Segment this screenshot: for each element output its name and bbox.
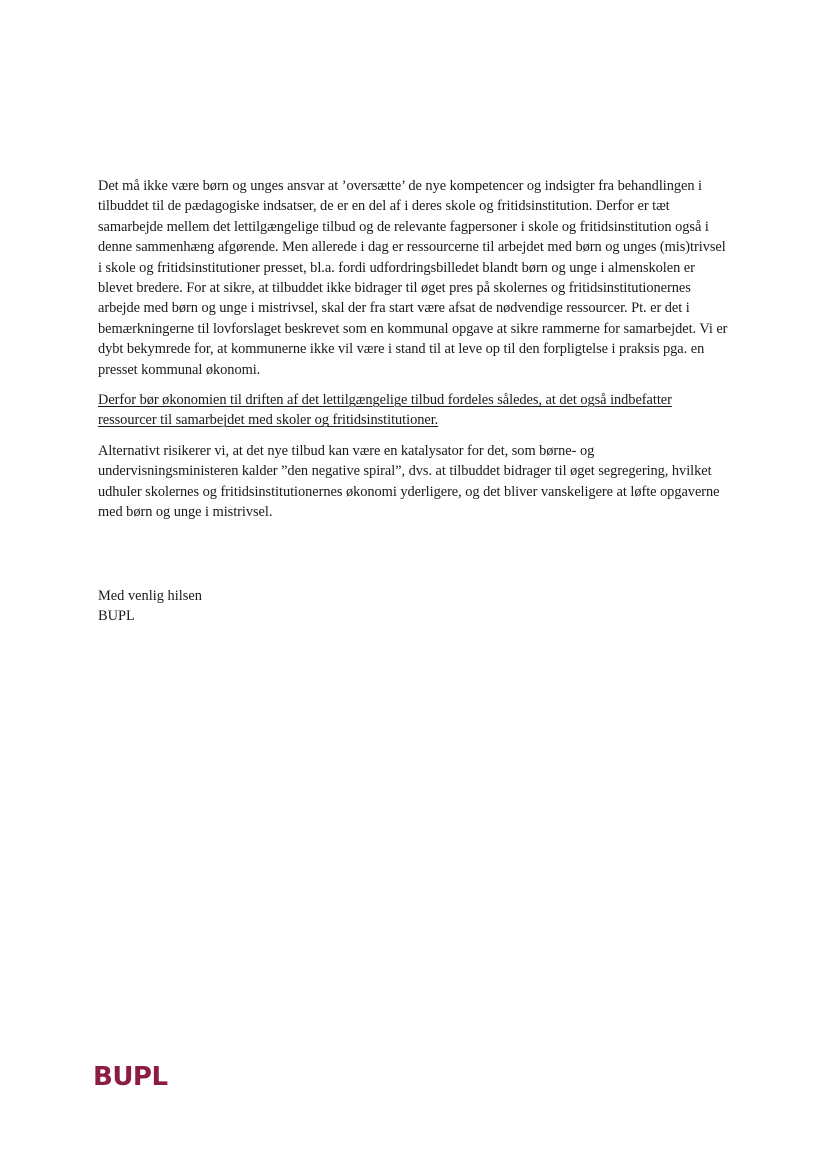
paragraph-concern: Det må ikke være børn og unges ansvar at ’oversætte’ de nye kompetencer og indsigter fra behandlingen i tilbuddet til de pædagogiske indsatser, de er en del af i deres skole og fritidsinstitution. Derfor er tæt samarbejde mellem det lettilgængelige tilbud og de relevante fagpersoner i skole og fritidsinstitution også i denne sammenhæng afgørende. Men allerede i dag er ressourcerne til arbejdet med børn og unges (mis)trivsel i skole og fritidsinstitutioner presset, bl.a. fordi udfordringsbilledet blandt børn og unge i almenskolen er blevet bredere. For at sikre, at tilbuddet ikke bidrager til øget pres på skolernes og fritidsinstitutionernes arbejde med børn og unge i mistrivsel, skal der fra start være afsat de nødvendige ressourcer. Pt. er det i bemærkningerne til lovforslaget beskrevet som en kommunal opgave at sikre rammerne for samarbejdet. Vi er dybt bekymrede for, at kommunerne ikke vil være i stand til at leve op til den forpligtelse i praksis pga. en presset kommunal økonomi. — [98, 178, 728, 378]
letter-closing — [98, 586, 498, 627]
closing-signature: BUPL — [98, 608, 135, 625]
closing-greeting: Med venlig hilsen — [98, 588, 202, 604]
paragraph-recommendation: Derfor bør økonomien til driften af det lettilgængelige tilbud fordeles således, at det også indbefatter ressourcer til samarbejdet med skoler og fritidsinstitutioner. — [98, 392, 672, 429]
bupl-logo: BUPL — [93, 1062, 168, 1092]
paragraph-alternative-risk: Alternativt risikerer vi, at det nye tilbud kan være en katalysator for det, som børne- og undervisningsministeren kalder ”den negative spiral”, dvs. at tilbuddet bidrager til øget segregering, hvilket udhuler skolernes og fritidsinstitutionernes økonomi yderligere, og det bliver vanskeligere at løfte opgaverne med børn og unge i mistrivsel. — [98, 442, 720, 521]
letter-body — [98, 176, 730, 533]
